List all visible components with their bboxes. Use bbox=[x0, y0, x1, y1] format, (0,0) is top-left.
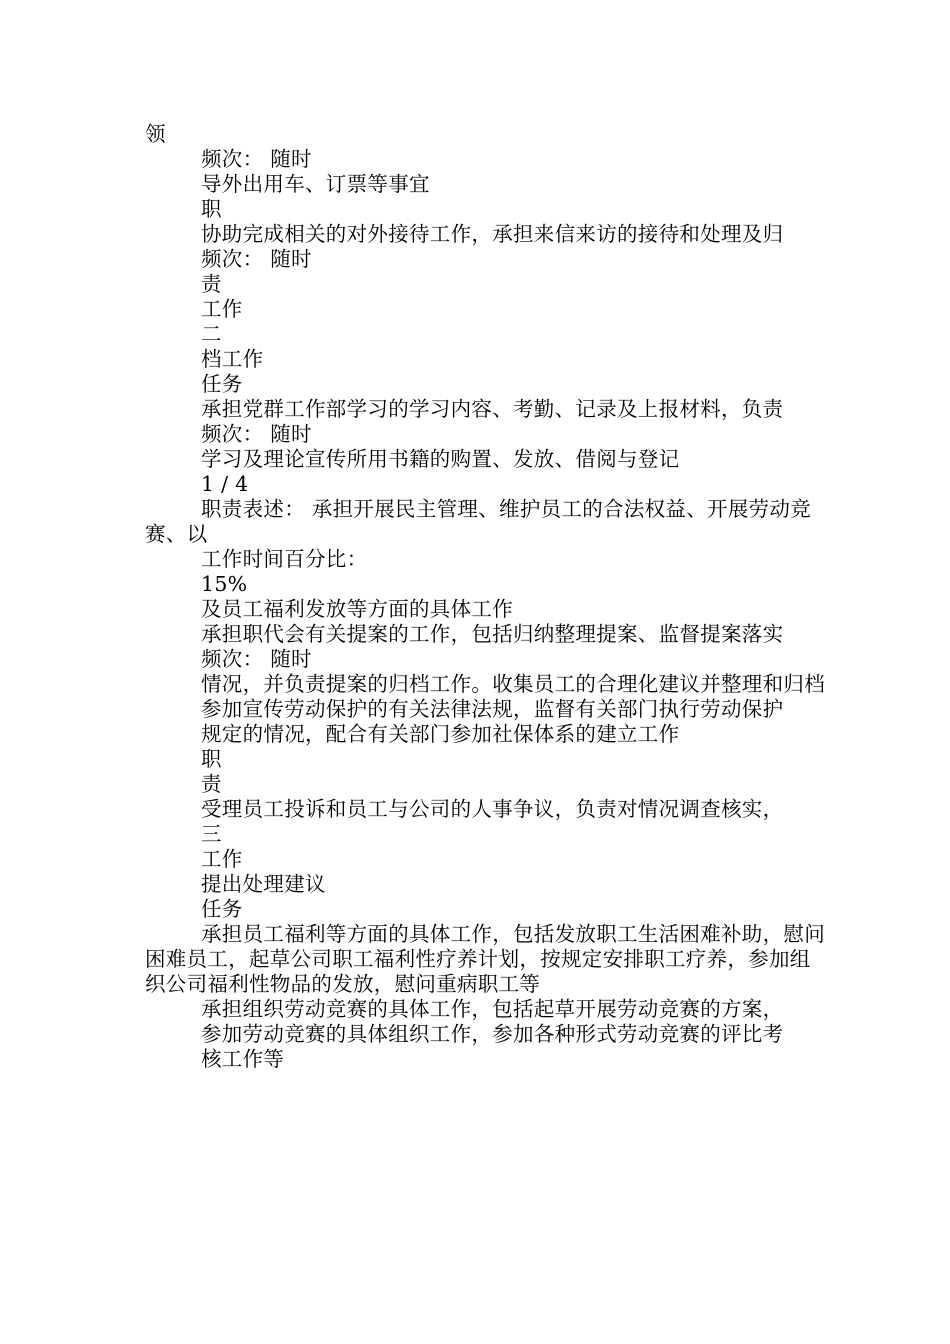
text-line: 频次： 随时 bbox=[201, 247, 312, 271]
text-line: 15% bbox=[201, 572, 248, 596]
text-line: 情况，并负责提案的归档工作。收集员工的合理化建议并整理和归档 bbox=[201, 672, 825, 696]
text-line: 承担组织劳动竞赛的具体工作，包括起草开展劳动竞赛的方案， bbox=[201, 997, 784, 1021]
text-line: 承担职代会有关提案的工作，包括归纳整理提案、监督提案落实 bbox=[201, 622, 784, 646]
text-line: 核工作等 bbox=[201, 1047, 285, 1071]
text-line: 承担党群工作部学习的学习内容、考勤、记录及上报材料，负责 bbox=[201, 397, 784, 421]
text-line: 频次： 随时 bbox=[201, 422, 312, 446]
text-line: 导外出用车、订票等事宜 bbox=[201, 172, 430, 196]
text-line: 规定的情况，配合有关部门参加社保体系的建立工作 bbox=[201, 722, 680, 746]
text-line: 协助完成相关的对外接待工作，承担来信来访的接待和处理及归 bbox=[201, 222, 784, 246]
text-line: 频次： 随时 bbox=[201, 647, 312, 671]
document-body bbox=[145, 122, 825, 1072]
text-line: 责 bbox=[201, 772, 222, 796]
text-line: 提出处理建议 bbox=[201, 872, 326, 896]
text-line: 领 bbox=[145, 122, 166, 146]
text-line: 职责表述： 承担开展民主管理、维护员工的合法权益、开展劳动竞赛、以 bbox=[145, 497, 812, 546]
text-line: 责 bbox=[201, 272, 222, 296]
text-line: 二 bbox=[201, 322, 222, 346]
text-line: 任务 bbox=[201, 897, 243, 921]
text-line: 参加劳动竞赛的具体组织工作，参加各种形式劳动竞赛的评比考 bbox=[201, 1022, 784, 1046]
text-line: 职 bbox=[201, 747, 222, 771]
text-line: 受理员工投诉和员工与公司的人事争议，负责对情况调查核实， bbox=[201, 797, 784, 821]
text-line: 及员工福利发放等方面的具体工作 bbox=[201, 597, 513, 621]
text-line: 频次： 随时 bbox=[201, 147, 312, 171]
text-line: 学习及理论宣传所用书籍的购置、发放、借阅与登记 bbox=[201, 447, 680, 471]
text-line: 工作 bbox=[201, 847, 243, 871]
text-line: 工作时间百分比： bbox=[201, 547, 368, 571]
text-line: 档工作 bbox=[201, 347, 264, 371]
text-line: 承担员工福利等方面的具体工作，包括发放职工生活困难补助，慰问困难员工，起草公司职工福利性疗养计划，按规定安排职工疗养，参加组织公司福利性物品的发放，慰问重病职工等 bbox=[145, 922, 825, 996]
text-line: 工作 bbox=[201, 297, 243, 321]
text-line: 任务 bbox=[201, 372, 243, 396]
page-number: 1 / 4 bbox=[201, 472, 249, 496]
text-line: 职 bbox=[201, 197, 222, 221]
text-line: 参加宣传劳动保护的有关法律法规，监督有关部门执行劳动保护 bbox=[201, 697, 784, 721]
text-line: 三 bbox=[201, 822, 222, 846]
